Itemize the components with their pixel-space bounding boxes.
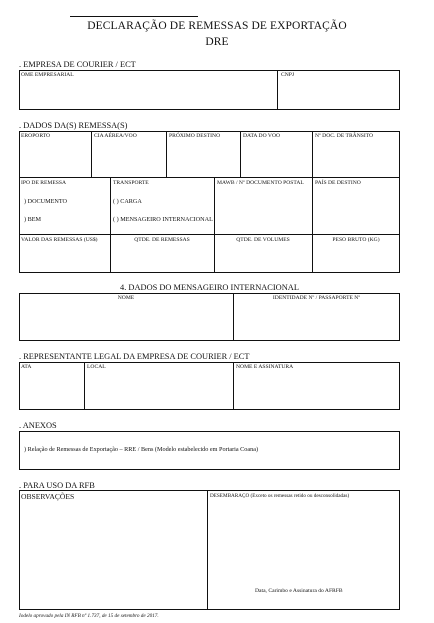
tipo-bem-checkbox[interactable]: ) BEM bbox=[24, 216, 42, 223]
header-rule bbox=[70, 16, 198, 17]
divider bbox=[312, 177, 313, 234]
divider bbox=[91, 131, 92, 177]
footer-note: Iodelo aprovado pela IN RFB nº 1.737, de 15 de setembro de 2017. bbox=[19, 613, 159, 619]
section-2-table bbox=[19, 131, 400, 273]
tipo-remessa-label: IPO DE REMESSA bbox=[21, 180, 67, 186]
section-5-table bbox=[19, 362, 400, 410]
divider bbox=[166, 131, 167, 177]
afrfb-signature-label: Data, Carimbo e Assinatura do AFRFB bbox=[255, 588, 343, 594]
form-subtitle: DRE bbox=[205, 36, 229, 48]
valor-remessas-field[interactable]: VALOR DAS REMESSAS (US$) bbox=[21, 237, 98, 243]
divider bbox=[214, 177, 215, 234]
nome-empresarial-field[interactable]: OME EMPRESARIAL bbox=[21, 72, 74, 78]
data-voo-field[interactable]: DATA DO VOO bbox=[243, 133, 281, 139]
proximo-destino-field[interactable]: PRÓXIMO DESTINO bbox=[169, 133, 221, 139]
desembaraco-field[interactable]: DESEMBARAÇO (Exceto os remessas retido ou desconsolidadas) bbox=[210, 493, 350, 499]
section-1-table bbox=[19, 70, 400, 110]
cia-aerea-field[interactable]: CIA AÉREA/VOO bbox=[94, 133, 137, 139]
divider bbox=[312, 131, 313, 177]
divider bbox=[240, 131, 241, 177]
doc-transito-field[interactable]: Nº DOC. DE TRÂNSITO bbox=[315, 133, 374, 139]
divider bbox=[19, 177, 400, 178]
qtde-remessas-field[interactable]: QTDE. DE REMESSAS bbox=[134, 237, 190, 243]
divider bbox=[19, 234, 400, 235]
data-field[interactable]: ATA bbox=[21, 364, 32, 370]
qtde-volumes-field[interactable]: QTDE. DE VOLUMES bbox=[236, 237, 290, 243]
transporte-mensageiro-checkbox[interactable]: ( ) MENSAGEIRO INTERNACIONAL bbox=[113, 216, 213, 223]
mensageiro-nome-field[interactable]: NOME bbox=[117, 295, 135, 301]
divider bbox=[110, 177, 111, 234]
transporte-carga-checkbox[interactable]: ( ) CARGA bbox=[113, 198, 142, 205]
divider bbox=[233, 362, 234, 410]
divider bbox=[84, 362, 85, 410]
peso-bruto-field[interactable]: PESO BRUTO (KG) bbox=[332, 237, 380, 243]
section-2-heading: . DADOS DA(S) REMESSA(S) bbox=[19, 121, 128, 130]
pais-destino-field[interactable]: PAÍS DE DESTINO bbox=[315, 180, 361, 186]
local-field[interactable]: LOCAL bbox=[87, 364, 106, 370]
nome-assinatura-field[interactable]: NOME E ASSINATURA bbox=[236, 364, 294, 370]
aeroporto-field[interactable]: EROPORTO bbox=[21, 133, 51, 139]
cnpj-field[interactable]: CNPJ bbox=[281, 72, 295, 78]
section-6-heading: . ANEXOS bbox=[19, 421, 57, 430]
section-5-heading: . REPRESENTANTE LEGAL DA EMPRESA DE COURIER / ECT bbox=[19, 352, 250, 361]
divider bbox=[207, 490, 208, 610]
section-1-heading: . EMPRESA DE COURIER / ECT bbox=[19, 60, 136, 69]
transporte-label: TRANSPORTE bbox=[113, 180, 149, 186]
divider bbox=[277, 70, 278, 110]
mawb-field[interactable]: MAWB / Nº DOCUMENTO POSTAL bbox=[217, 180, 304, 186]
anexo-rre-checkbox[interactable]: ) Relação de Remessas de Exportação – RRE / Bens (Modelo estabelecido em Portaria Coana) bbox=[24, 446, 259, 453]
identidade-passaporte-field[interactable]: IDENTIDADE Nº / PASSAPORTE Nº bbox=[272, 295, 361, 301]
section-4-heading: 4. DADOS DO MENSAGEIRO INTERNACIONAL bbox=[120, 283, 299, 292]
section-7-heading: . PARA USO DA RFB bbox=[19, 481, 95, 490]
observacoes-field[interactable]: OBSERVAÇÕES bbox=[21, 492, 75, 501]
tipo-documento-checkbox[interactable]: ) DOCUMENTO bbox=[24, 198, 68, 205]
form-title: DECLARAÇÃO DE REMESSAS DE EXPORTAÇÃO bbox=[87, 20, 347, 32]
